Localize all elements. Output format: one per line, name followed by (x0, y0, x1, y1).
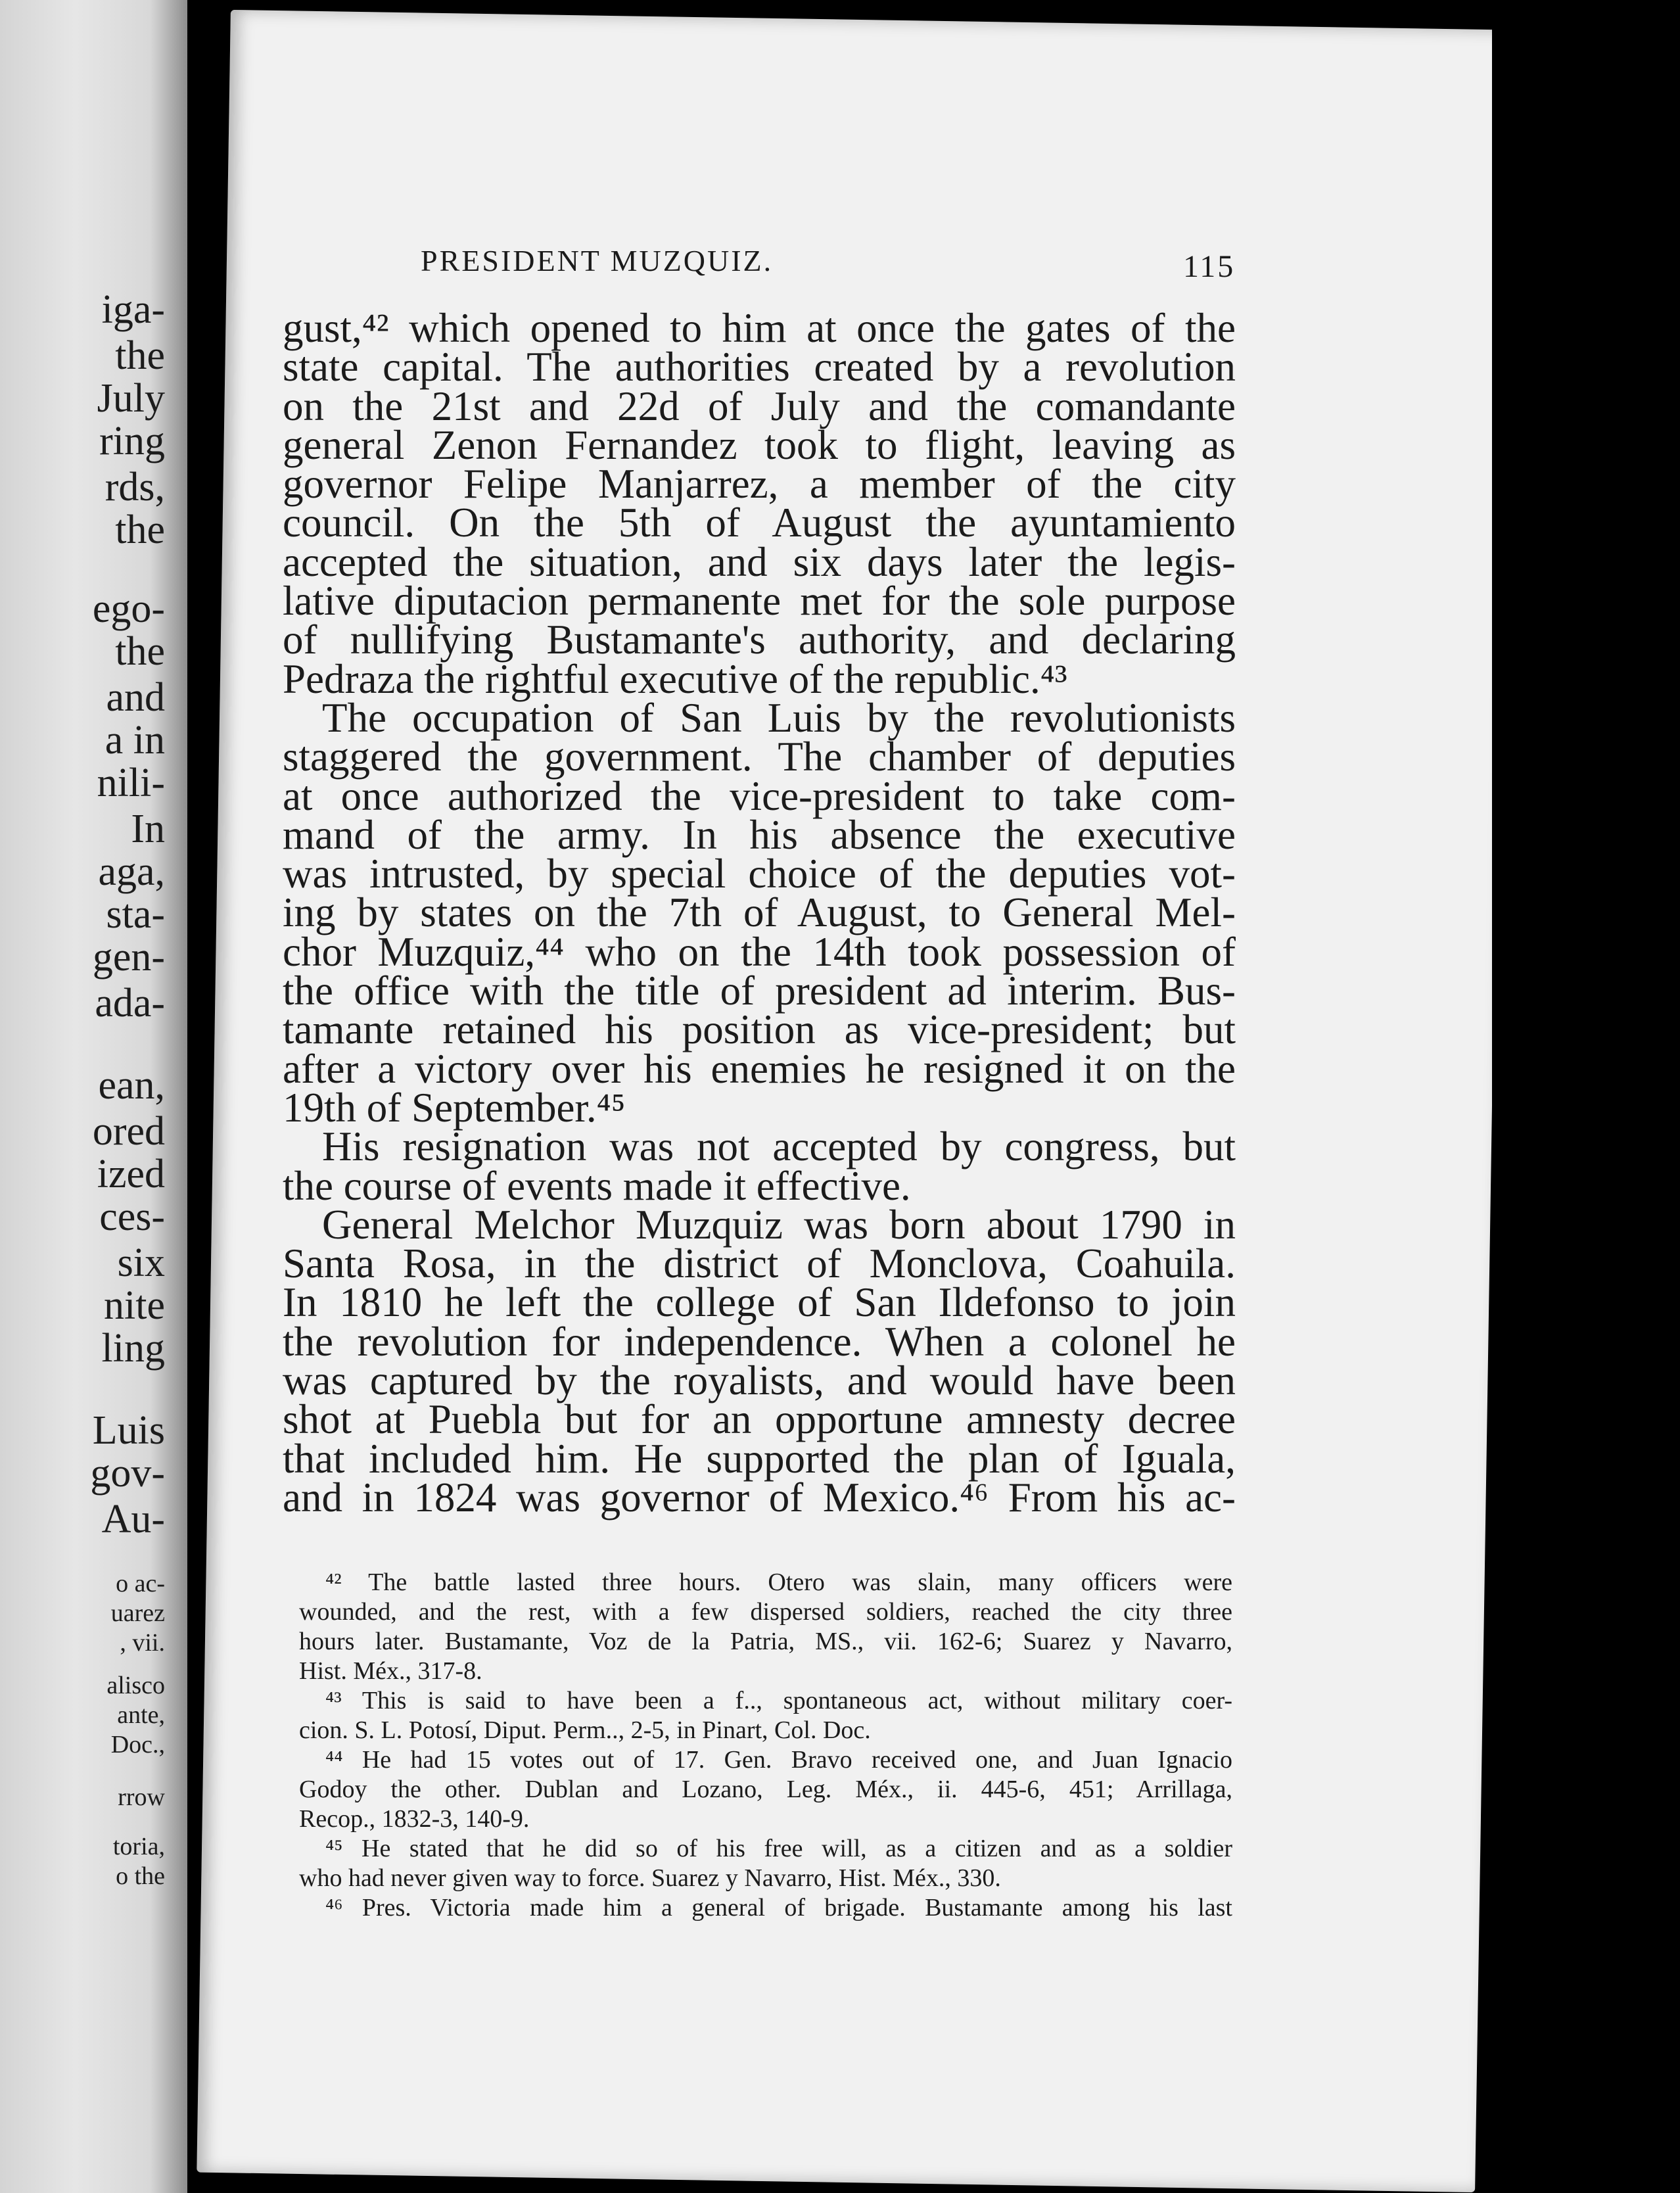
text-line: tamante retained his position as vice-president; but (283, 1006, 1236, 1053)
left-page-fragment: aga, (98, 849, 165, 894)
dark-border-right (1492, 0, 1680, 2193)
left-page-fragment: Au- (101, 1497, 165, 1542)
left-page-fragment: sta- (106, 892, 165, 937)
text-line: mand of the army. In his absence the executive (283, 811, 1236, 858)
left-page-fragment: six (117, 1240, 165, 1285)
footnote-line: Recop., 1832-3, 140-9. (299, 1805, 530, 1833)
text-line: His resignation was not accepted by congress, but (322, 1123, 1236, 1170)
footnote-line: wounded, and the rest, with a few dispersed soldiers, reached the city three (299, 1598, 1232, 1626)
left-page-fragment: a in (105, 718, 165, 763)
text-line: after a victory over his enemies he resigned it on the (283, 1045, 1236, 1092)
text-line: that included him. He supported the plan of Iguala, (283, 1435, 1236, 1482)
left-page-fragment: gen- (92, 935, 165, 979)
left-page-note-fragment: o the (116, 1862, 165, 1890)
footnotes (299, 1568, 1232, 1923)
left-page-fragment: ring (99, 419, 165, 463)
text-line: lative diputacion permanente met for the sole purpose (283, 578, 1236, 625)
footnote-line: ⁴⁶ Pres. Victoria made him a general of brigade. Bustamante among his last (325, 1894, 1232, 1922)
left-page-note-fragment: , vii. (120, 1629, 165, 1657)
left-page-fragment: ada- (95, 981, 165, 1026)
left-page-fragment: July (97, 376, 165, 421)
left-page-fragment: ean, (98, 1063, 165, 1108)
text-line: accepted the situation, and six days later the legis- (283, 538, 1236, 585)
text-line: the revolution for independence. When a colonel he (283, 1318, 1236, 1365)
left-page-fragment: gov- (90, 1451, 165, 1496)
text-line: the course of events made it effective. (283, 1162, 911, 1209)
text-line: was intrusted, by special choice of the deputies vot- (283, 851, 1236, 897)
text-line: 19th of September.⁴⁵ (283, 1084, 626, 1131)
text-line: staggered the government. The chamber of deputies (283, 734, 1236, 780)
left-page-fragment: ego- (92, 586, 165, 631)
text-line: Santa Rosa, in the district of Monclova, Coahuila. (283, 1240, 1236, 1287)
left-page-fragment: iga- (101, 287, 165, 332)
text-line: shot at Puebla but for an opportune amnesty decree (283, 1396, 1236, 1443)
text-line: and in 1824 was governor of Mexico.⁴⁶ From his ac- (283, 1474, 1236, 1521)
text-line: on the 21st and 22d of July and the comandante (283, 383, 1236, 429)
text-line: General Melchor Muzquiz was born about 1790 in (322, 1201, 1236, 1248)
left-facing-page (0, 0, 187, 2193)
text-line: of nullifying Bustamante's authority, and declaring (283, 617, 1236, 663)
text-line: was captured by the royalists, and would have been (283, 1357, 1236, 1404)
text-line: ing by states on the 7th of August, to General Mel- (283, 889, 1236, 936)
text-line: gust,⁴² which opened to him at once the gates of the (283, 305, 1236, 351)
left-page-fragment: nite (104, 1283, 165, 1328)
text-line: chor Muzquiz,⁴⁴ who on the 14th took possession of (283, 928, 1236, 975)
footnote-line: ⁴⁴ He had 15 votes out of 17. Gen. Bravo received one, and Juan Ignacio (325, 1746, 1232, 1774)
left-page-fragment: ized (97, 1152, 165, 1196)
footnote-line: Hist. Méx., 317-8. (299, 1657, 482, 1685)
text-line: Pedraza the rightful executive of the republic.⁴³ (283, 655, 1067, 702)
left-page-note-fragment: Doc., (110, 1731, 165, 1758)
left-page-note-fragment: uarez (110, 1599, 165, 1627)
footnote-line: Godoy the other. Dublan and Lozano, Leg. Méx., ii. 445-6, 451; Arrillaga, (299, 1776, 1232, 1803)
left-page-fragment: the (115, 507, 165, 552)
left-page-fragment: rds, (105, 465, 165, 509)
left-page-fragment: In (131, 807, 165, 851)
page-number: 115 (1183, 249, 1236, 284)
text-line: general Zenon Fernandez took to flight, leaving as (283, 421, 1236, 468)
footnote-line: hours later. Bustamante, Voz de la Patria, MS., vii. 162-6; Suarez y Navarro, (299, 1628, 1232, 1655)
left-page-note-fragment: o ac- (116, 1570, 165, 1597)
left-page-note-fragment: alisco (106, 1672, 165, 1699)
left-page-note-fragment: toria, (112, 1833, 165, 1860)
left-page-fragment: ored (92, 1109, 165, 1154)
footnote-line: ⁴⁵ He stated that he did so of his free will, as a citizen and as a soldier (325, 1835, 1232, 1862)
left-page-note-fragment: rrow (118, 1783, 165, 1811)
text-line: state capital. The authorities created by a revolution (283, 344, 1236, 390)
text-line: governor Felipe Manjarrez, a member of the city (283, 461, 1236, 507)
footnote-line: ⁴³ This is said to have been a f.., spontaneous act, without military coer- (325, 1687, 1232, 1714)
text-line: The occupation of San Luis by the revolutionists (322, 694, 1236, 741)
footnote-line: cion. S. L. Potosí, Diput. Perm.., 2-5, in Pinart, Col. Doc. (299, 1716, 871, 1744)
left-page-fragment: nili- (97, 761, 165, 805)
text-line: at once authorized the vice-president to take com- (283, 772, 1236, 819)
page-title: PRESIDENT MUZQUIZ. (421, 244, 774, 277)
left-page-fragment: ling (101, 1326, 165, 1371)
text-line: council. On the 5th of August the ayuntamiento (283, 500, 1236, 546)
left-page-fragment: Luis (92, 1408, 165, 1453)
left-page-fragment: the (115, 333, 165, 378)
left-page-fragment: and (106, 675, 165, 720)
text-line: In 1810 he left the college of San Ildefonso to join (283, 1279, 1236, 1326)
text-line: the office with the title of president ad interim. Bus- (283, 968, 1236, 1014)
left-page-fragment: ces- (99, 1194, 165, 1239)
footnote-line: who had never given way to force. Suarez y Navarro, Hist. Méx., 330. (299, 1864, 1001, 1892)
footnote-line: ⁴² The battle lasted three hours. Otero was slain, many officers were (325, 1568, 1232, 1596)
left-page-fragment: the (115, 629, 165, 674)
left-page-note-fragment: ante, (117, 1701, 165, 1729)
main-text (283, 305, 1236, 1521)
